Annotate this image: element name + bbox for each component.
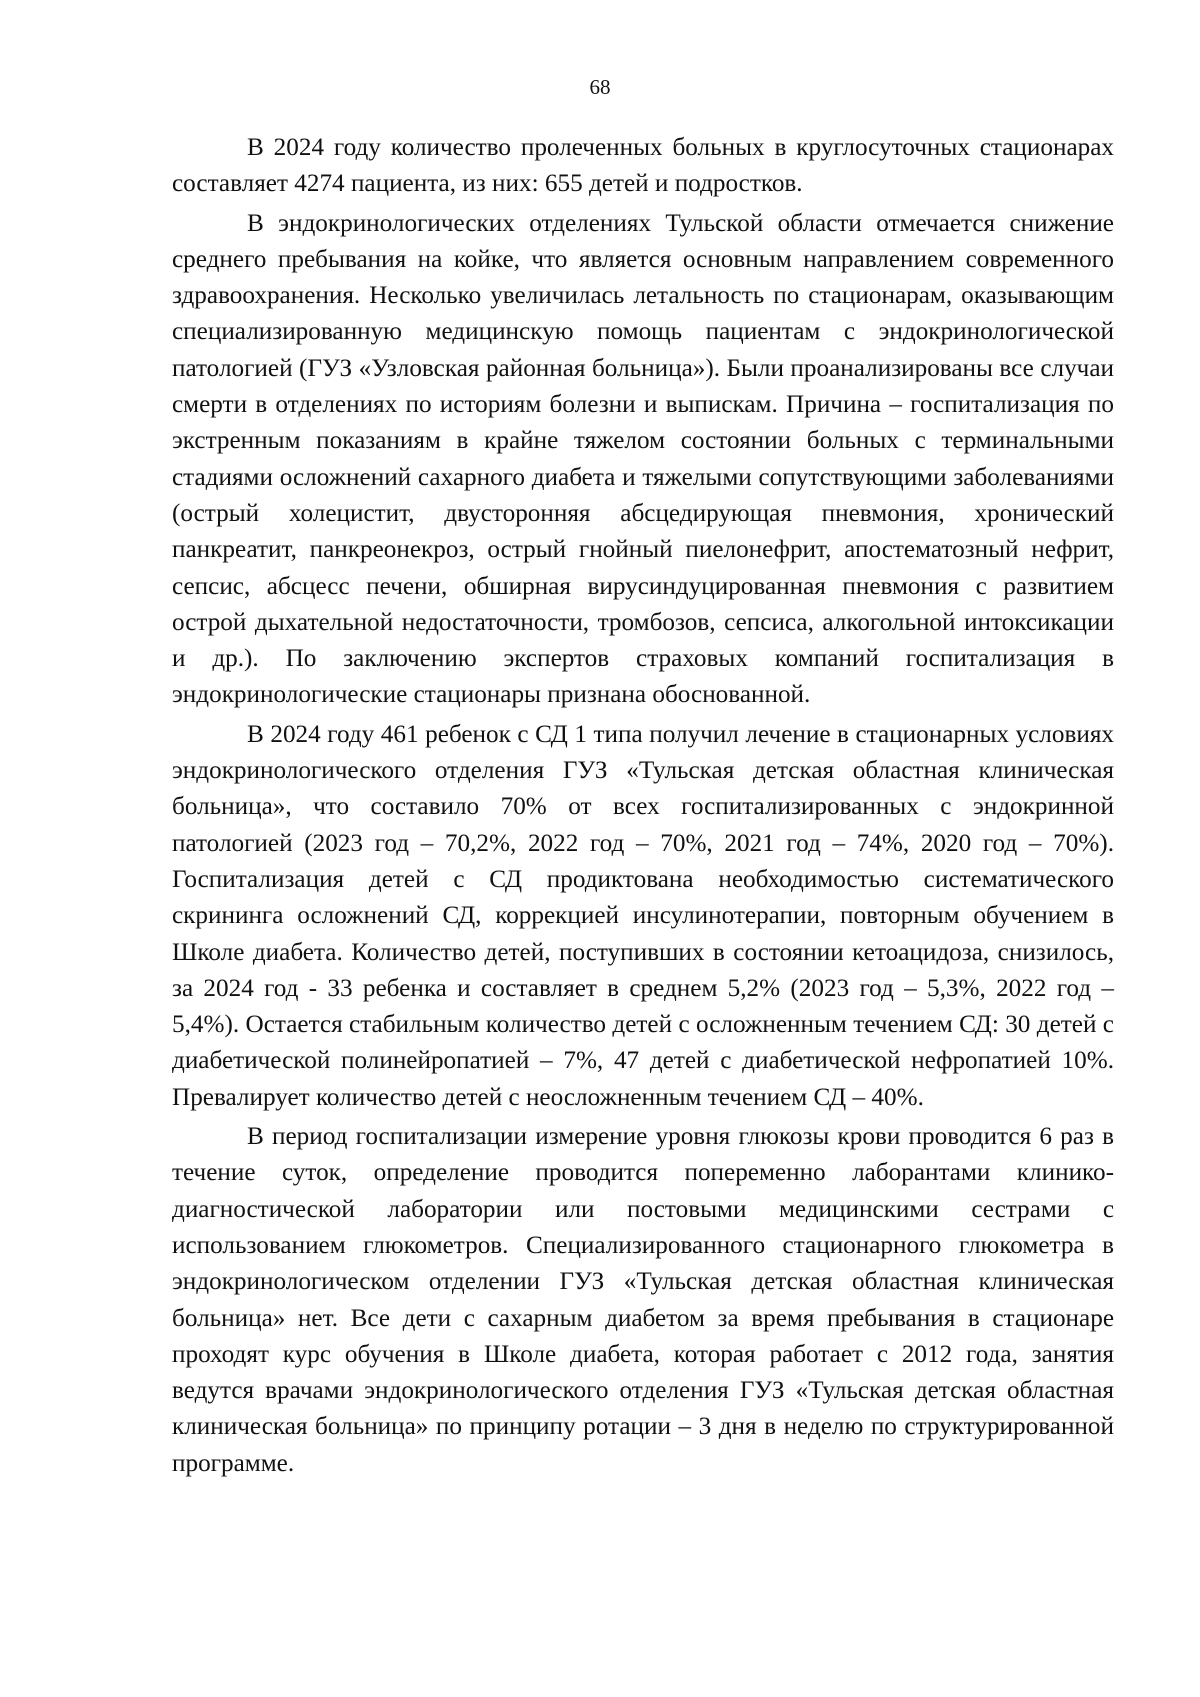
paragraph-children-diabetes: В 2024 году 461 ребенок с СД 1 типа получил лечение в стационарных условиях эндокринологического отделения ГУЗ «Тульская детская областная клиническая больница», что составило 70% от всех госпитализированных с эндокринной патологией (2023 год – 70,2%, 2022 год – 70%, 2021 год – 74%, 2020 год – 70%). Госпитализация детей с СД продиктована необходимостью систематического скрининга осложнений СД, коррекцией инсулинотерапии, повторным обучением в Школе диабета. Количество детей, поступивших в состоянии кетоацидоза, снизилось, за 2024 год - 33 ребенка и составляет в среднем 5,2% (2023 год – 5,3%, 2022 год – 5,4%). Остается стабильным количество детей с осложненным течением СД: 30 детей с диабетической полинейропатией – 7%, 47 детей с диабетической нефропатией 10%. Превалирует количество детей с неосложненным течением СД – 40%. — [172, 720, 1114, 1111]
paragraph-hospitalized-count: В 2024 году количество пролеченных больных в круглосуточных стационарах составляет 4274 пациента, из них: 655 детей и подростков. — [172, 134, 1114, 198]
paragraph-endocrinology-departments: В эндокринологических отделениях Тульской области отмечается снижение среднего пребывания на койке, что является основным направлением современного здравоохранения. Несколько увеличилась летальность по стационарам, оказывающим специализированную медицинскую помощь пациентам с эндокринологической патологией (ГУЗ «Узловская районная больница»). Были проанализированы все случаи смерти в отделениях по историям болезни и выпискам. Причина – госпитализация по экстренным показаниям в крайне тяжелом состоянии больных с терминальными стадиями осложнений сахарного диабета и тяжелыми сопутствующими заболеваниями (острый холецистит, двусторонняя абсцедирующая пневмония, хронический панкреатит, панкреонекроз, острый гнойный пиелонефрит, апостематозный нефрит, сепсис, абсцесс печени, обширная вирусиндуцированная пневмония с развитием острой дыхательной недостаточности, тромбозов, сепсиса, алкогольной интоксикации и др.). По заключению экспертов страховых компаний госпитализация в эндокринологические стационары признана обоснованной. — [172, 209, 1114, 709]
page-number: 68 — [589, 75, 611, 99]
paragraph-glucose-monitoring: В период госпитализации измерение уровня глюкозы крови проводится 6 раз в течение суток, определение проводится попеременно лаборантами клинико-диагностической лаборатории или постовыми медицинскими сестрами с использованием глюкометров. Специализированного стационарного глюкометра в эндокринологическом отделении ГУЗ «Тульская детская областная клиническая больница» нет. Все дети с сахарным диабетом за время пребывания в стационаре проходят курс обучения в Школе диабета, которая работает с 2012 года, занятия ведутся врачами эндокринологического отделения ГУЗ «Тульская детская областная клиническая больница» по принципу ротации – 3 дня в неделю по структурированной программе. — [172, 1123, 1114, 1477]
document-body — [172, 130, 1114, 1482]
